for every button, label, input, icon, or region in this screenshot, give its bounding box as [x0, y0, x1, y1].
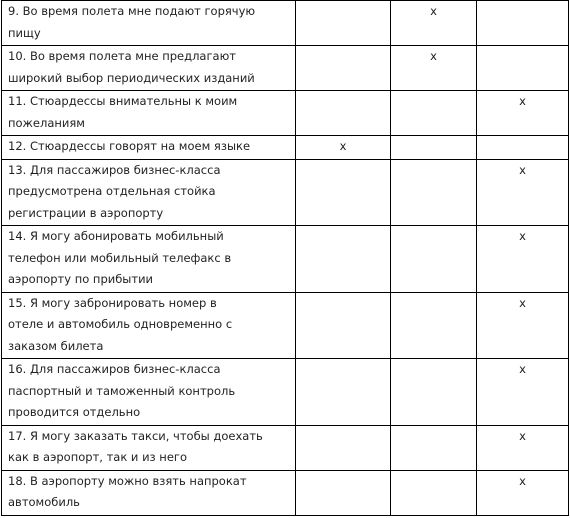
answer-cell-3	[477, 292, 569, 359]
answer-cell-2	[391, 46, 477, 91]
answer-cell-1	[296, 159, 391, 226]
answer-cell-2	[391, 226, 477, 293]
statement-cell	[2, 470, 296, 515]
statement-cell	[2, 136, 296, 160]
answer-mark: x	[519, 473, 526, 488]
statement-text: 9. Во время полета мне подают горячую пищу	[8, 4, 256, 40]
table-row	[2, 359, 569, 426]
answer-cell-3	[477, 425, 569, 470]
answer-cell-1	[296, 136, 391, 160]
statement-text: 16. Для пассажиров бизнес-класса паспортный и таможенный контроль проводится отдельно	[8, 362, 236, 419]
answer-cell-1	[296, 226, 391, 293]
statement-text: 15. Я могу забронировать номер в отеле и автомобиль одновременно с заказом билета	[8, 295, 233, 353]
table-row	[2, 470, 569, 515]
answer-cell-3	[477, 46, 569, 91]
statement-text: 14. Я могу абонировать мобильный телефон или мобильный телефакс в аэропорту по прибытии	[8, 229, 232, 286]
table-row	[2, 292, 569, 359]
table-row	[2, 425, 569, 470]
statement-cell	[2, 46, 296, 91]
statement-cell	[2, 91, 296, 136]
table-row	[2, 136, 569, 160]
statement-cell	[2, 1, 296, 46]
answer-cell-2	[391, 359, 477, 426]
answer-cell-2	[391, 136, 477, 160]
answer-mark: x	[519, 94, 526, 108]
answer-mark: x	[519, 162, 526, 177]
table-row	[2, 226, 569, 293]
answer-cell-2	[391, 159, 477, 226]
answer-cell-2	[391, 1, 477, 46]
answer-cell-3	[477, 159, 569, 226]
statement-cell	[2, 292, 296, 359]
statement-cell	[2, 159, 296, 226]
answer-cell-2	[391, 91, 477, 136]
statement-text: 10. Во время полета мне предлагают широкий выбор периодических изданий	[8, 49, 255, 85]
answer-cell-2	[391, 425, 477, 470]
statement-cell	[2, 226, 296, 293]
table-row	[2, 46, 569, 91]
table-row	[2, 1, 569, 46]
answer-cell-1	[296, 1, 391, 46]
answer-cell-3	[477, 470, 569, 515]
answer-mark: x	[519, 428, 526, 443]
answer-cell-1	[296, 425, 391, 470]
answer-cell-2	[391, 292, 477, 359]
statement-text: 13. Для пассажиров бизнес-класса предусмотрена отдельная стойка регистрации в аэропорту	[8, 162, 221, 220]
statement-cell	[2, 359, 296, 426]
statement-text: 17. Я могу заказать такси, чтобы доехать как в аэропорт, так и из него	[8, 428, 263, 464]
answer-mark: x	[430, 49, 437, 63]
answer-cell-1	[296, 91, 391, 136]
answer-mark: x	[519, 229, 526, 243]
statement-cell	[2, 425, 296, 470]
answer-cell-3	[477, 226, 569, 293]
answer-cell-3	[477, 359, 569, 426]
answer-mark: x	[519, 295, 526, 310]
answer-cell-1	[296, 359, 391, 426]
answer-mark: x	[519, 362, 526, 376]
answer-cell-1	[296, 470, 391, 515]
answer-cell-2	[391, 470, 477, 515]
answer-cell-3	[477, 136, 569, 160]
statement-text: 11. Стюардессы внимательны к моим пожеланиям	[8, 94, 238, 130]
statement-text: 18. В аэропорту можно взять напрокат автомобиль	[8, 473, 247, 509]
answer-cell-3	[477, 91, 569, 136]
table-row	[2, 159, 569, 226]
answer-mark: x	[339, 139, 347, 153]
answer-mark: x	[430, 4, 437, 18]
statement-text: 12. Стюардессы говорят на моем языке	[8, 139, 251, 153]
answer-cell-1	[296, 292, 391, 359]
answer-cell-1	[296, 46, 391, 91]
survey-table	[1, 0, 569, 516]
answer-cell-3	[477, 1, 569, 46]
table-row	[2, 91, 569, 136]
